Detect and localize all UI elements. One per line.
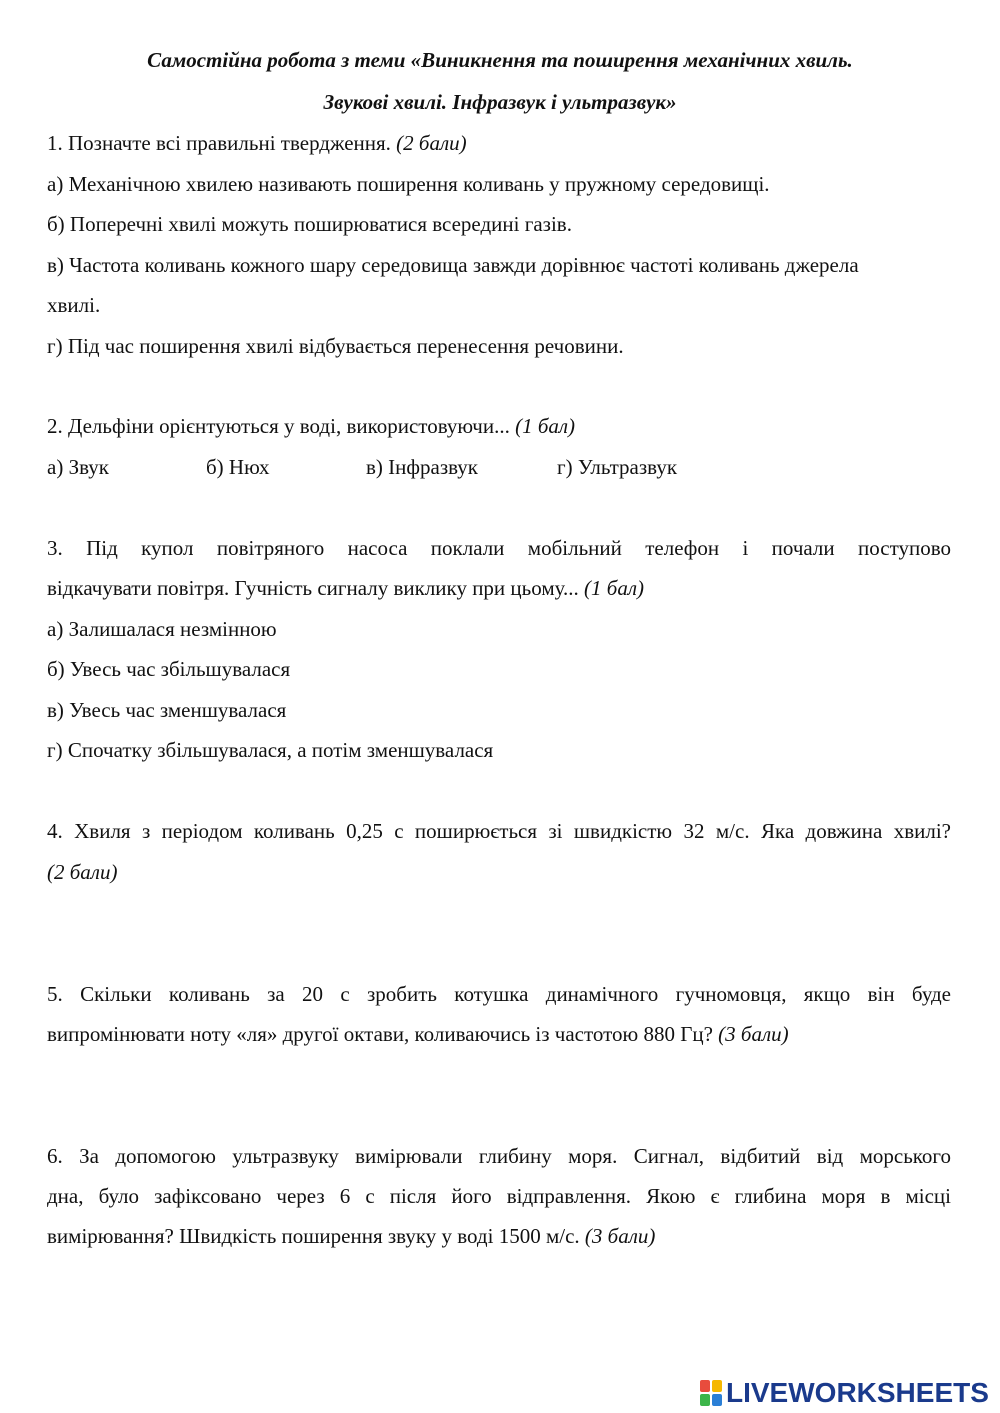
q1-option-d: г) Під час поширення хвилі відбувається перенесення речовини.: [47, 334, 624, 358]
liveworksheets-logo-icon: [700, 1380, 722, 1406]
title-line-2: Звукові хвилі. Інфразвук і ультразвук»: [323, 90, 677, 114]
q3-option-a: а) Залишалася незмінною: [47, 617, 277, 641]
liveworksheets-logo[interactable]: [700, 1378, 989, 1408]
q6-points: (3 бали): [584, 1224, 656, 1248]
q2-option-a: а) Звук: [47, 455, 109, 479]
q6-line-3: [47, 1224, 655, 1249]
q2-points: (1 бал): [515, 414, 576, 438]
q1-question: [47, 131, 467, 156]
q4-points: (2 бали): [47, 860, 118, 884]
q6-line-1: 6. За допомогою ультразвуку вимірювали глибину моря. Сигнал, відбитий від морського: [47, 1144, 951, 1168]
q6-text: вимірювання? Швидкість поширення звуку у воді 1500 м/с.: [47, 1224, 580, 1248]
logo-square-blue: [712, 1394, 722, 1406]
q1-points: (2 бали): [396, 131, 467, 155]
q3-text: відкачувати повітря. Гучність сигналу виклику при цьому...: [47, 576, 579, 600]
q3-points: (1 бал): [584, 576, 644, 600]
liveworksheets-logo-text: LIVEWORKSHEETS: [726, 1377, 989, 1408]
q5-text: випромінювати ноту «ля» другої октави, коливаючись із частотою 880 Гц?: [47, 1022, 713, 1046]
title-line-1: Самостійна робота з теми «Виникнення та поширення механічних хвиль.: [147, 48, 853, 72]
q2-question: [47, 414, 575, 439]
q3-option-c: в) Увесь час зменшувалася: [47, 698, 287, 722]
q2-option-b: б) Нюх: [206, 455, 270, 479]
q1-text: 1. Позначте всі правильні твердження.: [47, 131, 391, 155]
q3-option-b: б) Увесь час збільшувалася: [47, 657, 291, 681]
q6-line-2: дна, було зафіксовано через 6 с після його відправлення. Якою є глибина моря в місці: [47, 1184, 951, 1208]
logo-square-green: [700, 1394, 710, 1406]
q3-line-1: 3. Під купол повітряного насоса поклали мобільний телефон і почали поступово: [47, 536, 951, 560]
logo-square-red: [700, 1380, 710, 1392]
q2-text: 2. Дельфіни орієнтуються у воді, використовуючи...: [47, 414, 510, 438]
q1-option-b: б) Поперечні хвилі можуть поширюватися всередині газів.: [47, 212, 572, 236]
q1-option-c-line1: в) Частота коливань кожного шару середовища завжди дорівнює частоті коливань джерела: [47, 253, 859, 277]
logo-square-yellow: [712, 1380, 722, 1392]
q4-line-1: 4. Хвиля з періодом коливань 0,25 с поширюється зі швидкістю 32 м/с. Яка довжина хвилі?: [47, 819, 951, 843]
q5-line-1: 5. Скільки коливань за 20 с зробить котушка динамічного гучномовця, якщо він буде: [47, 982, 951, 1006]
q3-option-d: г) Спочатку збільшувалася, а потім зменшувалася: [47, 738, 494, 762]
q2-option-c: в) Інфразвук: [366, 455, 479, 479]
q5-points: (3 бали): [718, 1022, 789, 1046]
q5-line-2: [47, 1022, 789, 1047]
q1-option-a: а) Механічною хвилею називають поширення коливань у пружному середовищі.: [47, 172, 770, 196]
q2-option-d: г) Ультразвук: [557, 455, 678, 479]
q3-line-2: [47, 576, 644, 601]
q1-option-c-line2: хвилі.: [47, 293, 101, 317]
